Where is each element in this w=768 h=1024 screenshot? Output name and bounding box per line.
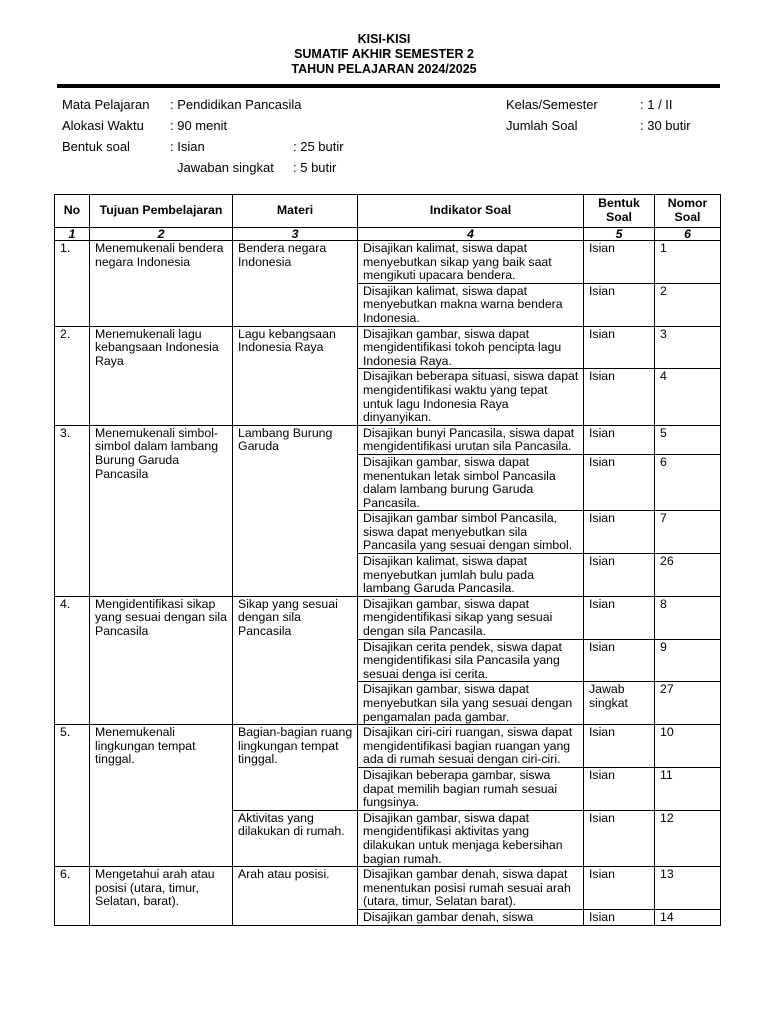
cell-indikator: Disajikan gambar, siswa dapat mengidentifikasi sikap yang sesuai dengan sila Pancasila. <box>358 596 584 639</box>
cell-tujuan: Menemukenali lingkungan tempat tinggal. <box>90 725 233 867</box>
kelas-label: Kelas/Semester <box>506 97 598 112</box>
cell-indikator: Disajikan gambar, siswa dapat mengidentifikasi tokoh pencipta lagu Indonesia Raya. <box>358 326 584 369</box>
cell-indikator: Disajikan beberapa gambar, siswa dapat memilih bagian rumah sesuai fungsinya. <box>358 767 584 810</box>
cell-bentuk: Isian <box>584 639 655 682</box>
cell-nomor: 10 <box>655 725 721 768</box>
cell-indikator: Disajikan cerita pendek, siswa dapat mengidentifikasi sila Pancasila yang sesuai denga isi cerita. <box>358 639 584 682</box>
jawaban-value: : 5 butir <box>293 160 337 175</box>
cell-indikator: Disajikan kalimat, siswa dapat menyebutkan sikap yang baik saat mengikuti upacara bendera. <box>358 241 584 284</box>
colnum-5: 5 <box>584 228 655 241</box>
header-bentuk: Bentuk Soal <box>584 195 655 228</box>
cell-nomor: 13 <box>655 867 721 910</box>
cell-nomor: 4 <box>655 369 721 425</box>
table-row <box>55 241 721 284</box>
table-row <box>55 425 721 454</box>
cell-indikator: Disajikan gambar simbol Pancasila, siswa dapat menyebutkan sila Pancasila yang sesuai dengan simbol. <box>358 511 584 554</box>
isian-value: : 25 butir <box>293 139 344 154</box>
doc-subtitle: SUMATIF AKHIR SEMESTER 2 <box>294 47 474 61</box>
header-tujuan: Tujuan Pembelajaran <box>90 195 233 228</box>
cell-nomor: 8 <box>655 596 721 639</box>
header-no: No <box>55 195 90 228</box>
kelas-value: : 1 / II <box>640 97 673 112</box>
cell-no: 6. <box>55 867 90 925</box>
cell-indikator: Disajikan kalimat, siswa dapat menyebutkan jumlah bulu pada lambang Garuda Pancasila. <box>358 554 584 597</box>
header-materi: Materi <box>233 195 358 228</box>
header-nomor: Nomor Soal <box>655 195 721 228</box>
cell-bentuk: Jawab singkat <box>584 682 655 725</box>
table-row <box>55 725 721 768</box>
cell-tujuan: Menemukenali lagu kebangsaan Indonesia Raya <box>90 326 233 425</box>
cell-bentuk: Isian <box>584 767 655 810</box>
cell-nomor: 7 <box>655 511 721 554</box>
cell-tujuan: Menemukenali bendera negara Indonesia <box>90 241 233 327</box>
cell-nomor: 6 <box>655 454 721 510</box>
doc-year: TAHUN PELAJARAN 2024/2025 <box>291 62 477 76</box>
cell-bentuk: Isian <box>584 326 655 369</box>
cell-indikator: Disajikan gambar denah, siswa <box>358 909 584 925</box>
table-header-row <box>55 195 721 228</box>
doc-title: KISI-KISI <box>357 32 411 46</box>
colnum-3: 3 <box>233 228 358 241</box>
colnum-4: 4 <box>358 228 584 241</box>
cell-bentuk: Isian <box>584 909 655 925</box>
cell-materi: Bagian-bagian ruang lingkungan tempat tinggal. <box>233 725 358 811</box>
cell-nomor: 11 <box>655 767 721 810</box>
cell-tujuan: Mengetahui arah atau posisi (utara, timur, Selatan, barat). <box>90 867 233 925</box>
colnum-1: 1 <box>55 228 90 241</box>
cell-bentuk: Isian <box>584 454 655 510</box>
cell-nomor: 14 <box>655 909 721 925</box>
cell-bentuk: Isian <box>584 867 655 910</box>
cell-nomor: 3 <box>655 326 721 369</box>
cell-bentuk: Isian <box>584 283 655 326</box>
cell-no: 1. <box>55 241 90 327</box>
header-divider <box>57 84 720 88</box>
cell-bentuk: Isian <box>584 725 655 768</box>
cell-materi: Lambang Burung Garuda <box>233 425 358 596</box>
cell-bentuk: Isian <box>584 554 655 597</box>
bentuk-label: Bentuk soal <box>62 139 130 154</box>
alokasi-label: Alokasi Waktu <box>62 118 144 133</box>
column-number-row <box>55 228 721 241</box>
jawaban-label: Jawaban singkat <box>177 160 274 175</box>
cell-bentuk: Isian <box>584 596 655 639</box>
mapel-value: : Pendidikan Pancasila <box>170 97 302 112</box>
cell-nomor: 12 <box>655 810 721 866</box>
cell-materi: Sikap yang sesuai dengan sila Pancasila <box>233 596 358 724</box>
colnum-6: 6 <box>655 228 721 241</box>
cell-bentuk: Isian <box>584 511 655 554</box>
cell-nomor: 1 <box>655 241 721 284</box>
mapel-label: Mata Pelajaran <box>62 97 150 112</box>
jumlah-value: : 30 butir <box>640 118 691 133</box>
cell-indikator: Disajikan gambar, siswa dapat menyebutkan sila yang sesuai dengan pengamalan pada gambar. <box>358 682 584 725</box>
isian-label: : Isian <box>170 139 205 154</box>
cell-nomor: 26 <box>655 554 721 597</box>
cell-materi: Arah atau posisi. <box>233 867 358 925</box>
cell-bentuk: Isian <box>584 241 655 284</box>
cell-nomor: 5 <box>655 425 721 454</box>
cell-materi: Lagu kebangsaan Indonesia Raya <box>233 326 358 425</box>
cell-indikator: Disajikan bunyi Pancasila, siswa dapat mengidentifikasi urutan sila Pancasila. <box>358 425 584 454</box>
cell-indikator: Disajikan kalimat, siswa dapat menyebutkan makna warna bendera Indonesia. <box>358 283 584 326</box>
cell-nomor: 9 <box>655 639 721 682</box>
cell-bentuk: Isian <box>584 810 655 866</box>
alokasi-value: : 90 menit <box>170 118 228 133</box>
cell-materi: Bendera negara Indonesia <box>233 241 358 327</box>
cell-indikator: Disajikan beberapa situasi, siswa dapat mengidentifikasi waktu yang tepat untuk lagu Indonesia Raya dinyanyikan. <box>358 369 584 425</box>
cell-bentuk: Isian <box>584 369 655 425</box>
cell-nomor: 2 <box>655 283 721 326</box>
cell-nomor: 27 <box>655 682 721 725</box>
document-title-block <box>0 32 768 77</box>
cell-bentuk: Isian <box>584 425 655 454</box>
cell-indikator: Disajikan gambar, siswa dapat mengidentifikasi aktivitas yang dilakukan untuk menjaga kebersihan bagian rumah. <box>358 810 584 866</box>
kisi-kisi-table <box>54 194 721 926</box>
cell-indikator: Disajikan gambar denah, siswa dapat menentukan posisi rumah sesuai arah (utara, timur, Selatan barat). <box>358 867 584 910</box>
table-row <box>55 326 721 369</box>
cell-no: 2. <box>55 326 90 425</box>
cell-materi: Aktivitas yang dilakukan di rumah. <box>233 810 358 866</box>
cell-no: 4. <box>55 596 90 724</box>
cell-no: 3. <box>55 425 90 596</box>
jumlah-label: Jumlah Soal <box>506 118 578 133</box>
table-row <box>55 867 721 910</box>
cell-no: 5. <box>55 725 90 867</box>
header-indikator: Indikator Soal <box>358 195 584 228</box>
colnum-2: 2 <box>90 228 233 241</box>
cell-tujuan: Mengidentifikasi sikap yang sesuai dengan sila Pancasila <box>90 596 233 724</box>
cell-indikator: Disajikan ciri-ciri ruangan, siswa dapat mengidentifikasi bagian ruangan yang ada di rumah sesuai dengan ciri-ciri. <box>358 725 584 768</box>
cell-tujuan: Menemukenali simbol-simbol dalam lambang Burung Garuda Pancasila <box>90 425 233 596</box>
table-row <box>55 596 721 639</box>
cell-indikator: Disajikan gambar, siswa dapat menentukan letak simbol Pancasila dalam lambang burung Garuda Pancasila. <box>358 454 584 510</box>
